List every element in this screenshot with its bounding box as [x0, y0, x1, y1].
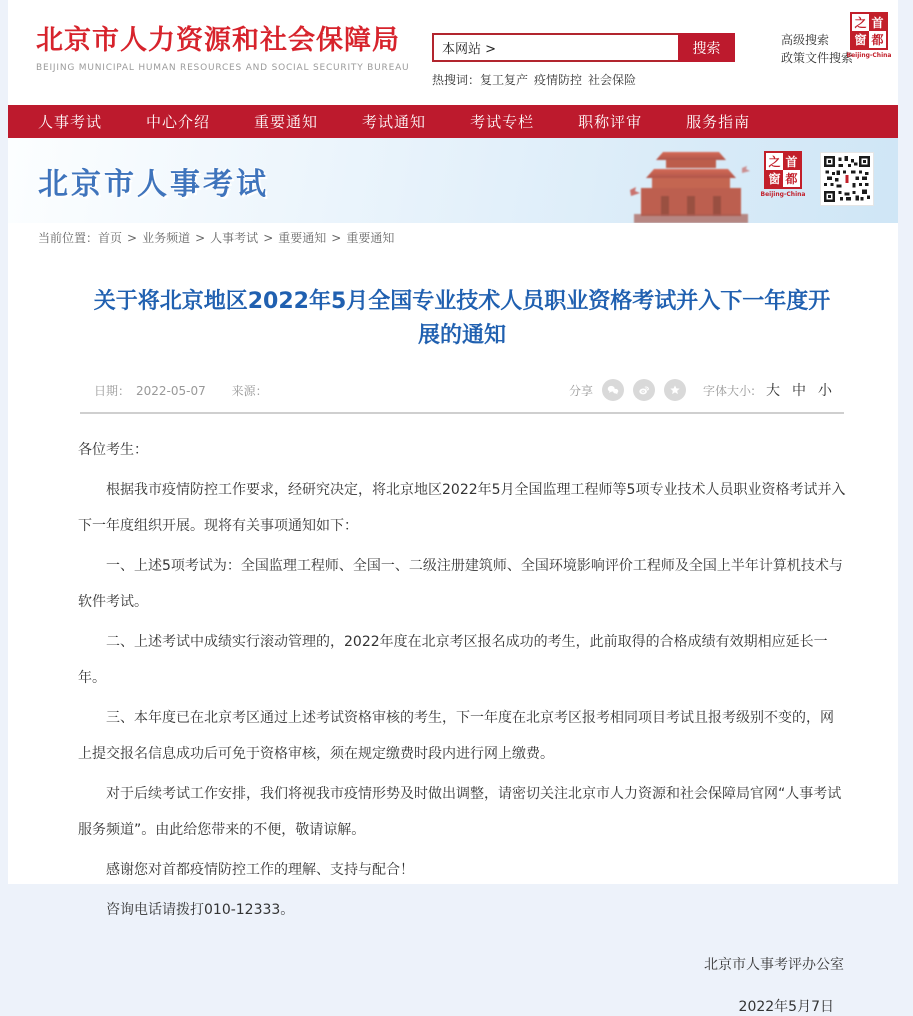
hot-search-label: 热搜词：	[432, 73, 481, 87]
breadcrumb-item	[258, 231, 326, 245]
search-button[interactable]: 搜索	[678, 33, 735, 62]
seal-char: 都	[783, 170, 800, 187]
capital-window-logo[interactable]	[846, 12, 892, 59]
capital-window-seal-icon	[850, 12, 888, 50]
site-title-english: BEIJING MUNICIPAL HUMAN RESOURCES AND SOCIAL SECURITY BUREAU	[36, 63, 410, 73]
qr-code	[820, 152, 874, 206]
hot-search-word[interactable]: 社会保险	[588, 73, 637, 87]
breadcrumb-link[interactable]: 重要通知	[278, 231, 327, 245]
search-area	[432, 33, 735, 88]
weibo-icon[interactable]	[633, 379, 655, 401]
breadcrumb-link[interactable]: 业务频道	[142, 231, 191, 245]
breadcrumb-separator: >	[195, 231, 206, 245]
article	[8, 285, 898, 1016]
breadcrumb-separator: >	[263, 231, 274, 245]
seal-char: 窗	[766, 170, 783, 187]
article-paragraph-5: 三、本年度已在北京考区通过上述考试资格审核的考生，下一年度在北京考区报考相同项目考试且报考级别不变的，网上提交报名信息成功后可免于资格审核，须在规定缴费时段内进行网上缴费。	[78, 710, 834, 762]
fontsize-option-3[interactable]: 小	[818, 383, 832, 399]
article-paragraph-4: 二、上述考试中成绩实行滚动管理的，2022年度在北京考区报名成功的考生，此前取得的合格成绩有效期相应延长一年。	[78, 634, 828, 686]
seal-char: 窗	[852, 31, 869, 48]
share-label: 分享	[568, 383, 593, 398]
article-meta	[78, 379, 846, 401]
nav-item-6[interactable]: 职称评审	[578, 113, 643, 131]
nav-item-1[interactable]: 人事考试	[38, 113, 103, 131]
article-paragraph-8: 咨询电话请拨打010-12333。	[106, 902, 295, 918]
article-title: 关于将北京地区2022年5月全国专业技术人员职业资格考试并入下一年度开展的通知	[93, 289, 831, 348]
policy-search-link[interactable]: 政策文件搜索	[781, 51, 854, 65]
article-sign-date: 2022年5月7日	[738, 999, 834, 1015]
article-body	[78, 432, 846, 928]
seal-char: 首	[783, 153, 800, 170]
nav-item-4[interactable]: 考试通知	[362, 113, 427, 131]
page-wrapper	[8, 0, 898, 1015]
site-header	[8, 0, 898, 105]
article-meta-left	[94, 382, 274, 399]
breadcrumb-item	[326, 231, 394, 245]
seal-char: 首	[869, 14, 886, 31]
fontsize-option-2[interactable]: 中	[792, 383, 806, 399]
main-navigation	[8, 105, 898, 138]
site-logo[interactable]	[36, 26, 409, 73]
seal-caption: Beijing-China	[760, 191, 806, 198]
seal-char: 之	[766, 153, 783, 170]
breadcrumb-item	[122, 231, 190, 245]
capital-window-seal-icon	[764, 151, 802, 189]
article-paragraph-3: 一、上述5项考试为：全国监理工程师、全国一、二级注册建筑师、全国环境影响评价工程师及全国上半年计算机技术与软件考试。	[78, 558, 843, 610]
seal-char: 之	[852, 14, 869, 31]
nav-item-7[interactable]: 服务指南	[686, 113, 751, 131]
article-date: 2022-05-07	[136, 383, 206, 398]
article-paragraph-2: 根据我市疫情防控工作要求，经研究决定，将北京地区2022年5月全国监理工程师等5项专业技术人员职业资格考试并入下一年度组织开展。现将有关事项通知如下：	[78, 482, 846, 534]
breadcrumb-link[interactable]: 人事考试	[210, 231, 259, 245]
article-paragraph-6: 对于后续考试工作安排，我们将视我市疫情形势及时做出调整，请密切关注北京市人力资源和社会保障局官网“人事考试服务频道”。由此给您带来的不便，敬请谅解。	[78, 786, 842, 838]
nav-item-3[interactable]: 重要通知	[254, 113, 319, 131]
breadcrumb-link[interactable]: 首页	[98, 231, 123, 245]
breadcrumb	[8, 223, 898, 253]
seal-char: 都	[869, 31, 886, 48]
breadcrumb-separator: >	[127, 231, 138, 245]
fontsize-label: 字体大小:	[702, 383, 755, 398]
breadcrumb-item	[190, 231, 258, 245]
channel-banner	[8, 138, 898, 223]
article-signature: 北京市人事考评办公室	[704, 957, 844, 973]
article-paragraph-1: 各位考生：	[78, 442, 148, 458]
search-input[interactable]	[432, 33, 678, 62]
article-meta-right	[569, 379, 832, 401]
hot-search-row	[432, 71, 735, 88]
fontsize-option-1[interactable]: 大	[766, 383, 780, 399]
breadcrumb-link[interactable]: 重要通知	[346, 231, 395, 245]
banner-title: 北京市人事考试	[38, 167, 269, 202]
site-title: 北京市人力资源和社会保障局	[36, 25, 400, 56]
wechat-icon[interactable]	[602, 379, 624, 401]
breadcrumb-item	[98, 231, 122, 245]
nav-item-2[interactable]: 中心介绍	[146, 113, 211, 131]
hot-search-word[interactable]: 疫情防控	[534, 73, 583, 87]
star-icon[interactable]	[664, 379, 686, 401]
article-paragraph-7: 感谢您对首都疫情防控工作的理解、支持与配合！	[106, 862, 414, 878]
seal-caption: Beijing-China	[846, 52, 892, 59]
tiananmen-illustration	[616, 138, 766, 223]
source-label: 来源：	[231, 383, 268, 398]
meta-divider	[80, 412, 844, 414]
nav-item-5[interactable]: 考试专栏	[470, 113, 535, 131]
advanced-search-link[interactable]: 高级搜索	[781, 33, 830, 47]
date-label: 日期：	[94, 383, 131, 398]
hot-search-word[interactable]: 复工复产	[480, 73, 529, 87]
breadcrumb-label: 当前位置：	[38, 231, 99, 245]
breadcrumb-separator: >	[331, 231, 342, 245]
capital-window-banner-logo[interactable]	[760, 151, 806, 198]
extra-search-links	[781, 33, 853, 66]
